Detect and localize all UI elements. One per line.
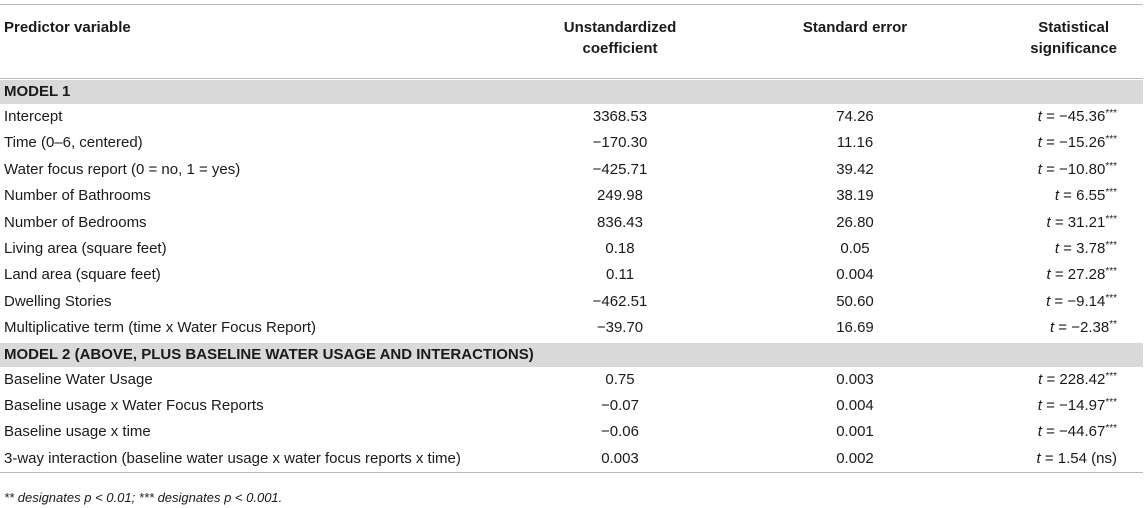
coefficient-cell: 249.98 [597, 187, 643, 205]
table-row [0, 446, 1143, 472]
significance-cell [1047, 262, 1118, 288]
coefficient-cell: −0.06 [601, 423, 639, 441]
t-value: = −14.97 [1041, 396, 1106, 414]
coefficient-cell: −170.30 [592, 134, 648, 152]
standard-error-cell: 16.69 [836, 319, 874, 337]
coefficient-cell: −39.70 [596, 319, 644, 337]
table-row [0, 130, 1143, 156]
header-significance-line1: Statistical [1038, 19, 1110, 36]
t-value: = 6.55 [1059, 187, 1106, 205]
table-row [0, 210, 1143, 236]
t-value: = −45.36 [1041, 108, 1106, 125]
table-row [0, 315, 1143, 341]
table-row [0, 157, 1143, 183]
significance-cell [1038, 419, 1117, 445]
t-symbol: t [1038, 370, 1043, 388]
standard-error-cell: 0.004 [836, 266, 874, 284]
standard-error-cell: 26.80 [836, 213, 874, 231]
coefficient-cell: 0.75 [605, 370, 635, 388]
predictor-cell: Baseline usage x Water Focus Reports [4, 396, 264, 414]
significance-stars: *** [1105, 160, 1117, 172]
predictor-cell: Land area (square feet) [4, 266, 161, 284]
t-value: = 228.42 [1042, 370, 1106, 388]
coefficient-cell: 0.003 [601, 449, 639, 467]
header-predictor: Predictor variable [4, 19, 131, 36]
table-row [0, 393, 1143, 419]
significance-stars: *** [1105, 239, 1117, 251]
t-symbol: t [1037, 134, 1042, 152]
significance-stars: *** [1105, 370, 1117, 382]
coefficient-cell: −425.71 [592, 160, 648, 178]
predictor-cell: Multiplicative term (time x Water Focus Report) [4, 319, 317, 337]
t-symbol: t [1046, 213, 1051, 231]
t-value: = −44.67 [1041, 423, 1106, 441]
standard-error-cell: 39.42 [836, 160, 874, 178]
significance-stars: *** [1105, 266, 1117, 278]
t-value: = −9.14 [1050, 292, 1106, 310]
t-value: = 3.78 [1059, 239, 1106, 257]
t-symbol: t [1054, 239, 1060, 257]
t-value: = 27.28 [1050, 266, 1106, 284]
t-value: = −15.26 [1041, 134, 1106, 152]
predictor-cell: Time (0–6, centered) [4, 134, 143, 152]
regression-table [0, 4, 1143, 473]
predictor-cell: Water focus report (0 = no, 1 = yes) [4, 160, 241, 178]
predictor-cell: 3-way interaction (baseline water usage x water focus reports x time) [4, 449, 461, 467]
t-value: = 1.54 (ns) [1040, 449, 1117, 467]
significance-stars: *** [1105, 187, 1117, 199]
standard-error-cell: 0.003 [836, 370, 874, 388]
significance-cell [1038, 157, 1117, 183]
footnote: ** designates p < 0.01; *** designates p < 0.001. [4, 490, 283, 505]
significance-stars: *** [1105, 108, 1117, 119]
significance-cell [1038, 104, 1117, 130]
significance-stars: *** [1105, 396, 1117, 408]
predictor-cell: Living area (square feet) [4, 239, 167, 257]
significance-cell [1038, 367, 1117, 393]
t-symbol: t [1049, 319, 1055, 337]
significance-cell [1055, 183, 1117, 209]
standard-error-cell: 38.19 [836, 187, 874, 205]
header-standard-error: Standard error [802, 19, 908, 36]
predictor-cell: Number of Bedrooms [4, 213, 147, 231]
t-value: = −10.80 [1041, 160, 1106, 178]
significance-cell [1038, 393, 1117, 419]
table-row [0, 419, 1143, 445]
header-significance-line2: significance [1030, 40, 1117, 57]
standard-error-cell: 11.16 [836, 134, 874, 152]
t-symbol: t [1046, 292, 1051, 310]
significance-stars: *** [1105, 134, 1117, 146]
predictor-cell: Dwelling Stories [4, 292, 112, 310]
header-coefficient-line1: Unstandardized [563, 19, 677, 36]
section-model-1: MODEL 1 [0, 80, 1143, 104]
table-row [0, 262, 1143, 288]
table-row [0, 183, 1143, 209]
t-symbol: t [1046, 266, 1051, 284]
header-coefficient [540, 17, 700, 59]
coefficient-cell: −462.51 [592, 292, 648, 310]
significance-stars: ** [1109, 319, 1117, 331]
table-row [0, 104, 1143, 130]
t-symbol: t [1036, 449, 1041, 467]
table-row [0, 236, 1143, 262]
standard-error-cell: 0.001 [836, 423, 874, 441]
model-2-rows [0, 367, 1143, 473]
coefficient-cell: 0.18 [605, 239, 635, 257]
table-row [0, 289, 1143, 315]
t-symbol: t [1054, 187, 1060, 205]
significance-stars: *** [1105, 423, 1117, 435]
t-symbol: t [1037, 108, 1042, 125]
t-symbol: t [1037, 423, 1042, 441]
table-bottom-rule [0, 472, 1143, 473]
standard-error-cell: 50.60 [836, 292, 874, 310]
table-row [0, 367, 1143, 393]
predictor-cell: Baseline Water Usage [4, 370, 153, 388]
t-symbol: t [1037, 160, 1042, 178]
section-model-2: MODEL 2 (ABOVE, PLUS BASELINE WATER USAGE AND INTERACTIONS) [0, 343, 1143, 367]
significance-cell [1050, 315, 1117, 341]
significance-cell [1046, 289, 1117, 315]
predictor-cell: Baseline usage x time [4, 423, 151, 441]
t-symbol: t [1037, 396, 1042, 414]
standard-error-cell: 74.26 [836, 108, 874, 125]
significance-cell [1055, 236, 1117, 262]
standard-error-cell: 0.002 [836, 449, 874, 467]
standard-error-cell: 0.004 [836, 396, 874, 414]
significance-cell [1038, 130, 1117, 156]
significance-stars: *** [1105, 213, 1117, 225]
header-significance [1030, 17, 1117, 59]
header-coefficient-line2: coefficient [582, 40, 658, 57]
t-value: = 31.21 [1050, 213, 1106, 231]
coefficient-cell: 3368.53 [592, 108, 648, 125]
predictor-cell: Number of Bathrooms [4, 187, 151, 205]
predictor-cell: Intercept [4, 108, 63, 125]
significance-cell [1047, 210, 1118, 236]
table-header [0, 4, 1143, 79]
coefficient-cell: 0.11 [605, 266, 635, 284]
standard-error-cell: 0.05 [840, 239, 870, 257]
coefficient-cell: 836.43 [597, 213, 643, 231]
significance-stars: *** [1105, 292, 1117, 304]
coefficient-cell: −0.07 [601, 396, 639, 414]
significance-cell [1037, 446, 1117, 472]
model-1-rows [0, 104, 1143, 342]
t-value: = −2.38 [1054, 319, 1110, 337]
